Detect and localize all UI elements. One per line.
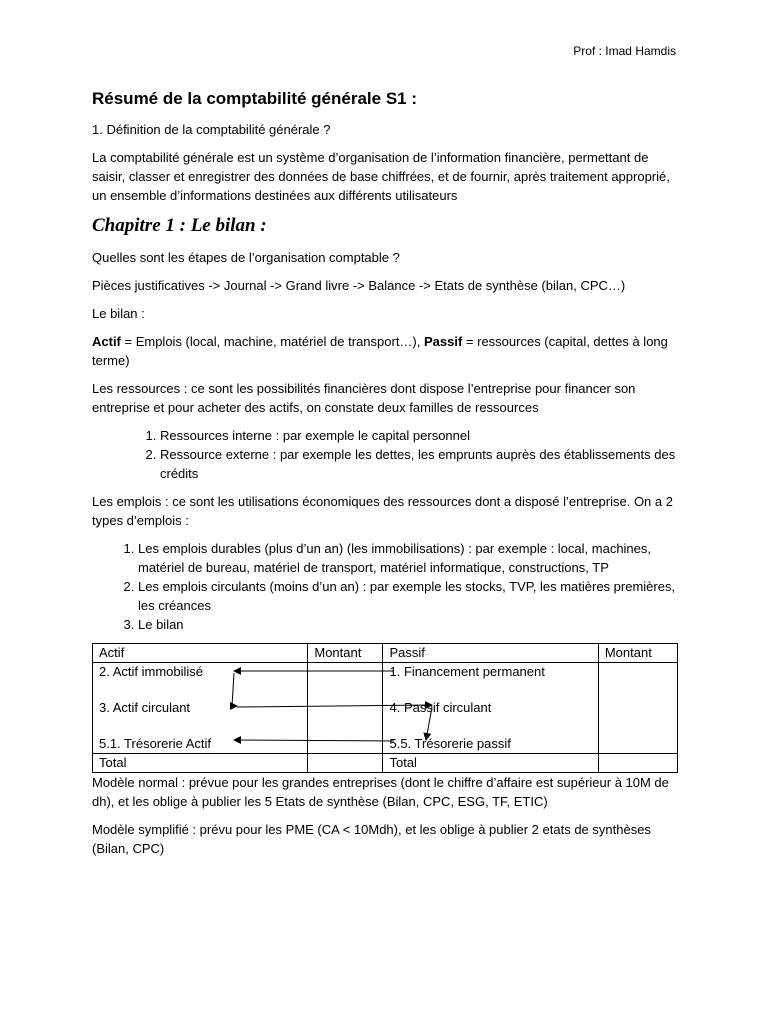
table-header-row [93, 644, 678, 663]
actif-passif-paragraph [92, 332, 678, 370]
modele-normal: Modèle normal : prévue pour les grandes entreprises (dont le chiffre d’affaire est supérieur à 10M de dh), et les oblige à publier les 5 Etats de synthèse (Bilan, CPC, ESG, TF, ETIC) [92, 775, 669, 809]
author-header: Prof : Imad Hamdis [573, 44, 676, 58]
bilan-label: Le bilan : [92, 306, 145, 321]
bilan-table [92, 643, 678, 773]
passif-line [389, 681, 591, 699]
question-steps: Quelles sont les étapes de l’organisation comptable ? [92, 250, 400, 265]
total-montant-passif [598, 754, 677, 773]
list-item: 1. Ressources interne : par exemple le capital personnel [160, 426, 678, 445]
total-montant-actif [308, 754, 383, 773]
header-passif: Passif [383, 644, 598, 663]
list-item: 3. Le bilan [138, 615, 678, 634]
modele-simplifie: Modèle symplifié : prévu pour les PME (CA < 10Mdh), et les oblige à publier 2 etats de synthèses (Bilan, CPC) [92, 822, 651, 856]
chapter-title: Chapitre 1 : Le bilan : [92, 215, 267, 236]
actif-term: Actif [92, 334, 121, 349]
passif-text: = ressources (capital, dettes à long terme) [92, 334, 668, 368]
passif-line: 1. Financement permanent [389, 664, 545, 679]
ressources-intro: Les ressources : ce sont les possibilités financières dont dispose l’entreprise pour financer son entreprise et pour acheter des actifs, on constate deux familles de ressources [92, 381, 636, 415]
montant-passif-cell [598, 663, 677, 754]
actif-line [99, 681, 301, 699]
header-montant-actif: Montant [308, 644, 383, 663]
total-row [93, 754, 678, 773]
emplois-list [92, 539, 678, 634]
ressources-list [92, 426, 678, 483]
actif-line: 5.1. Trésorerie Actif [99, 736, 211, 751]
list-item: 2. Ressource externe : par exemple les dettes, les emprunts auprès des établissements des crédits [160, 445, 678, 483]
montant-actif-cell [308, 663, 383, 754]
list-item: 1. Les emplois durables (plus d’un an) (les immobilisations) : par exemple : local, machines, matériel de bureau, matériel de transport, matériel informatique, constructions, TP [138, 539, 678, 577]
total-passif: Total [383, 754, 598, 773]
actif-line [99, 717, 301, 735]
passif-cell [383, 663, 598, 754]
total-actif: Total [93, 754, 308, 773]
question-definition: 1. Définition de la comptabilité générale ? [92, 122, 331, 137]
models-section [92, 773, 678, 858]
list-item: 2. Les emplois circulants (moins d’un an) : par exemple les stocks, TVP, les matières premières, les créances [138, 577, 678, 615]
passif-line: 4. Passif circulant [389, 700, 492, 715]
header-actif: Actif [93, 644, 308, 663]
document-body [92, 88, 678, 867]
bilan-table-wrap [92, 643, 678, 773]
emplois-intro: Les emplois : ce sont les utilisations économiques des ressources dont a disposé l’entreprise. On a 2 types d’emplois : [92, 494, 673, 528]
actif-cell [93, 663, 308, 754]
steps-paragraph: Pièces justificatives -> Journal -> Grand livre -> Balance -> Etats de synthèse (bilan, CPC…) [92, 278, 626, 293]
definition-paragraph: La comptabilité générale est un système d’organisation de l’information financière, permettant de saisir, classer et enregistrer des données de base chiffrées, et de fournir, après traitement approprié, un ensemble d’informations destinées aux différents utilisateurs [92, 150, 670, 203]
passif-term: Passif [423, 334, 463, 349]
actif-line: 3. Actif circulant [99, 700, 191, 715]
header-montant-passif: Montant [598, 644, 677, 663]
document-title: Résumé de la comptabilité générale S1 : [92, 89, 418, 108]
passif-line: 5.5. Trésorerie passif [389, 736, 511, 751]
passif-line [389, 717, 591, 735]
actif-text: = Emplois (local, machine, matériel de transport…), [120, 334, 424, 349]
actif-line: 2. Actif immobilisé [99, 664, 204, 679]
table-row [93, 663, 678, 754]
